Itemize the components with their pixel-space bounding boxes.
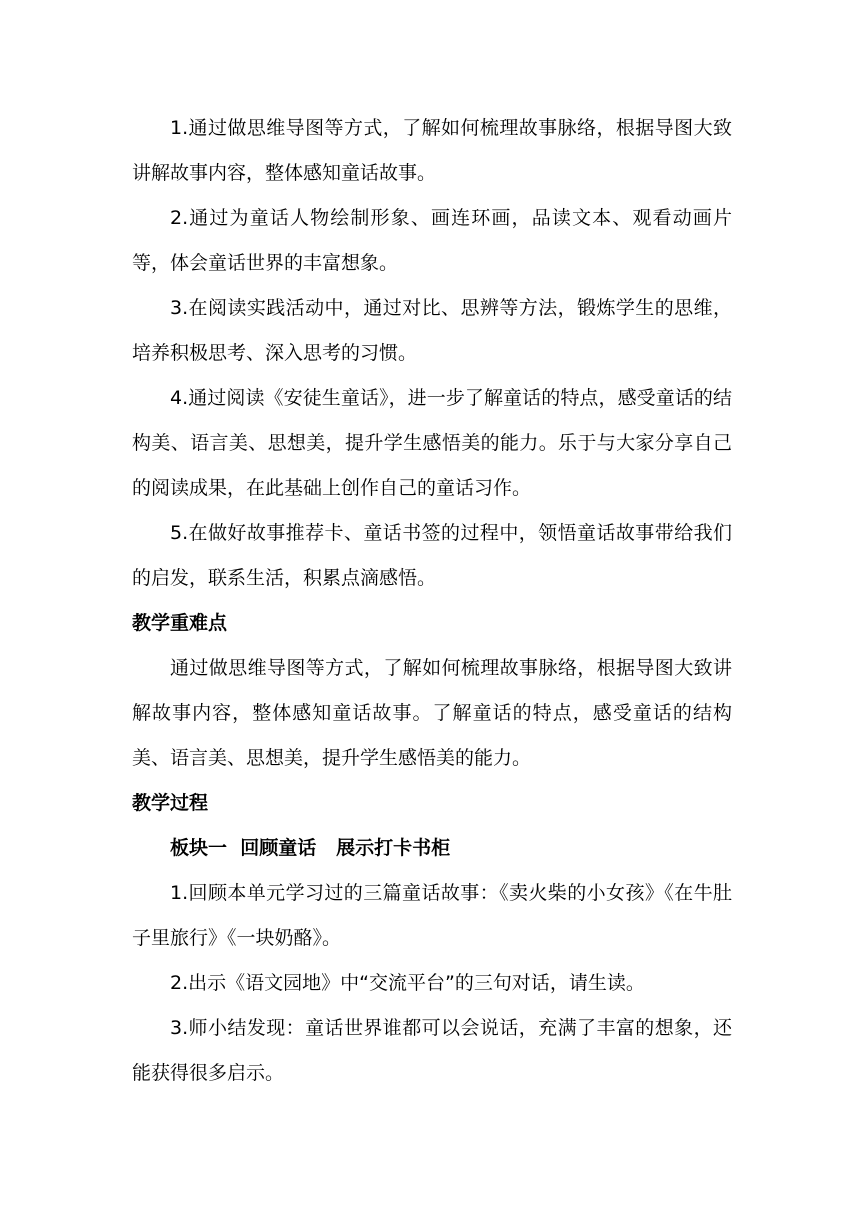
process-step-2: 2.出示《语文园地》中“交流平台”的三句对话，请生读。 bbox=[170, 972, 645, 994]
process-step-3: 3.师小结发现：童话世界谁都可以会说话，充满了丰富的想象，还能获得很多启示。 bbox=[132, 1017, 732, 1084]
block-one-title: 板块一 回顾童话 展示打卡书柜 bbox=[170, 837, 451, 859]
document-page bbox=[132, 106, 732, 1096]
process-heading: 教学过程 bbox=[132, 792, 209, 814]
goal-paragraph-2: 2.通过为童话人物绘制形象、画连环画，品读文本、观看动画片等，体会童话世界的丰富想象。 bbox=[132, 207, 732, 274]
process-step-1: 1.回顾本单元学习过的三篇童话故事：《卖火柴的小女孩》《在牛肚子里旅行》《一块奶酪》。 bbox=[132, 882, 732, 949]
goal-paragraph-3: 3.在阅读实践活动中，通过对比、思辨等方法，锻炼学生的思维，培养积极思考、深入思考的习惯。 bbox=[132, 297, 732, 364]
key-points-paragraph: 通过做思维导图等方式，了解如何梳理故事脉络，根据导图大致讲解故事内容，整体感知童话故事。了解童话的特点，感受童话的结构美、语言美、思想美，提升学生感悟美的能力。 bbox=[132, 657, 732, 769]
goal-paragraph-1: 1.通过做思维导图等方式，了解如何梳理故事脉络，根据导图大致讲解故事内容，整体感知童话故事。 bbox=[132, 117, 732, 184]
key-points-heading: 教学重难点 bbox=[132, 612, 228, 634]
goal-paragraph-5: 5.在做好故事推荐卡、童话书签的过程中，领悟童话故事带给我们的启发，联系生活，积累点滴感悟。 bbox=[132, 522, 732, 589]
goal-paragraph-4: 4.通过阅读《安徒生童话》，进一步了解童话的特点，感受童话的结构美、语言美、思想美，提升学生感悟美的能力。乐于与大家分享自己的阅读成果，在此基础上创作自己的童话习作。 bbox=[132, 387, 732, 499]
